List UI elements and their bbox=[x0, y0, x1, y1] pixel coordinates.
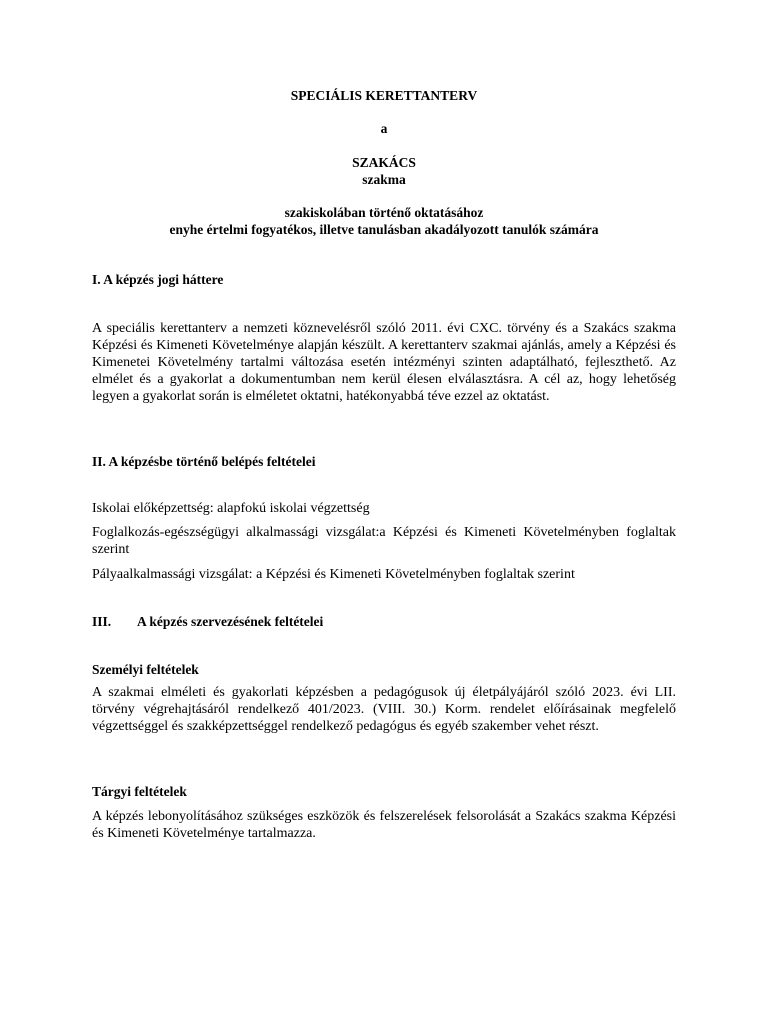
section2-prior-education: Iskolai előképzettség: alapfokú iskolai végzettség bbox=[92, 501, 370, 516]
doc-title-profession-sub: szakma bbox=[362, 172, 406, 187]
doc-subtitle-target: enyhe értelmi fogyatékos, illetve tanulásban akadályozott tanulók számára bbox=[169, 222, 599, 237]
section3-title: A képzés szervezésének feltételei bbox=[137, 614, 324, 629]
material-heading: Tárgyi feltételek bbox=[92, 784, 187, 799]
section3-heading bbox=[92, 613, 676, 630]
section1-heading: I. A képzés jogi háttere bbox=[92, 272, 224, 287]
material-body: A képzés lebonyolításához szükséges eszközök és felszerelések felsorolását a Szakács szakma Képzési és Kimeneti Követelménye tartalmazza. bbox=[92, 809, 676, 841]
section2-aptitude-test: Pályaalkalmassági vizsgálat: a Képzési és Kimeneti Követelményben foglaltak szerint bbox=[92, 567, 575, 582]
section2-health-check: Foglalkozás-egészségügyi alkalmassági vizsgálat:a Képzési és Kimeneti Követelményben foglaltak szerint bbox=[92, 525, 676, 557]
personnel-body: A szakmai elméleti és gyakorlati képzésben a pedagógusok új életpályájáról szóló 2023. évi LII. törvény végrehajtásáról rendelkező 401/2023. (VIII. 30.) Korm. rendelet előírásainak megfelelő végzettséggel és szakképzettséggel rendelkező pedagógus és egyéb szakember vehet részt. bbox=[92, 685, 676, 734]
personnel-heading: Személyi feltételek bbox=[92, 662, 199, 677]
doc-title: SPECIÁLIS KERETTANTERV bbox=[290, 88, 478, 103]
section2-heading: II. A képzésbe történő belépés feltételei bbox=[92, 454, 316, 469]
doc-title-profession: SZAKÁCS bbox=[352, 155, 416, 170]
section3-number: III. bbox=[92, 614, 112, 629]
doc-subtitle-school: szakiskolában történő oktatásához bbox=[284, 205, 484, 220]
section1-body: A speciális kerettanterv a nemzeti köznevelésről szóló 2011. évi CXC. törvény és a Szakács szakma Képzési és Kimeneti Követelménye alapján készült. A kerettanterv szakmai ajánlás, amely a Képzési és Kimenetei Követelmény tartalmi változása esetén intézményi szinten adaptálható, fejleszthető. Az elmélet és a gyakorlat a dokumentumban nem kerül élesen elválasztásra. A cél az, hogy lehetőség legyen a gyakorlat során is elméletet oktatni, hatékonyabbá téve ezzel az oktatást. bbox=[92, 321, 676, 404]
doc-title-article: a bbox=[380, 121, 388, 136]
